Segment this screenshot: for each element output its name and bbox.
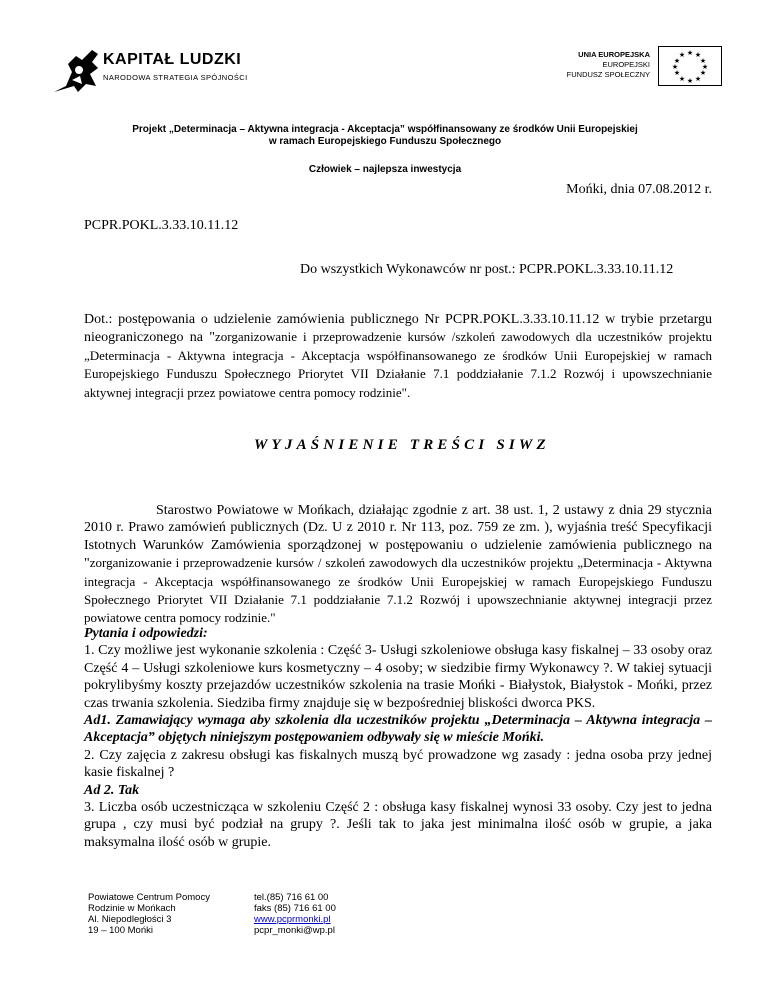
eu-flag-icon bbox=[658, 46, 722, 86]
svg-text:★: ★ bbox=[678, 75, 686, 83]
footer-tel: tel.(85) 716 61 00 bbox=[254, 892, 329, 903]
footer-email: pcpr_monki@wp.pl bbox=[254, 925, 335, 936]
question-3: 3. Liczba osób uczestnicząca w szkoleniu Część 2 : obsługa kasy fiskalnej wynosi 33 osoby. Czy jest to jedna grupa , czy musi być podział na grupy ?. Jeśli tak to jaka jest minimalna ilość osób w grupie, a jaka maksymalna ilość osób w grupie. bbox=[84, 800, 712, 850]
motto: Człowiek – najlepsza inwestycja bbox=[308, 164, 462, 175]
svg-text:★: ★ bbox=[671, 63, 679, 71]
subject-detail: zorganizowanie i przeprowadzenie kursów /szkoleń zawodowych dla uczestników projektu „Determinacja - Aktywna integracja - Akceptacja współfinansowanego ze środków Unii Europejskiej w ramach Europejskiego Funduszu Społecznego Priorytet VII Działanie 7.1 poddziałanie 7.1.2 Rozwój i upowszechnianie aktywnej integracji przez powiatowe centra pomocy rodzinie". bbox=[84, 329, 712, 400]
footer-contact bbox=[254, 892, 336, 936]
eu-line1: UNIA EUROPEJSKA bbox=[578, 50, 650, 59]
eu-line3: FUNDUSZ SPOŁECZNY bbox=[566, 70, 650, 79]
answer-1: Ad1. Zamawiający wymaga aby szkolenia dla uczestników projektu „Determinacja – Aktywna integracja – Akceptacja” objętych niniejszym postępowaniem odbywały się w mieście Mońki. bbox=[84, 713, 712, 746]
answer-2: Ad 2. Tak bbox=[84, 782, 140, 798]
svg-text:★: ★ bbox=[694, 51, 702, 59]
qa-heading: Pytania i odpowiedzi: bbox=[84, 626, 208, 641]
document-heading: WYJAŚNIENIE TREŚCI SIWZ bbox=[254, 437, 550, 453]
footer-org-line4: 19 – 100 Mońki bbox=[88, 925, 153, 936]
svg-text:★: ★ bbox=[701, 63, 709, 71]
svg-text:★: ★ bbox=[686, 49, 694, 57]
document-date: Mońki, dnia 07.08.2012 r. bbox=[566, 182, 712, 197]
questions-answers bbox=[84, 625, 712, 851]
logo-title: KAPITAŁ LUDZKI bbox=[103, 51, 242, 68]
body-intro: Starostwo Powiatowe w Mońkach, działając zgodnie z art. 38 ust. 1, 2 ustawy z dnia 29 stycznia 2010 r. Prawo zamówień publicznych (Dz. U z 2010 r. Nr 113, poz. 759 ze zm. ), wyjaśnia treść Specyfikacji Istotnych Warunków Zamówienia sporządzonej w postępowaniu o udzielenie zamówienia publicznego na " bbox=[84, 503, 712, 572]
eu-line2: EUROPEJSKI bbox=[602, 60, 650, 69]
eu-logo-text bbox=[552, 50, 650, 80]
addressee: Do wszystkich Wykonawców nr post.: PCPR.POKL.3.33.10.11.12 bbox=[300, 262, 674, 277]
footer-fax: faks (85) 716 61 00 bbox=[254, 903, 336, 914]
question-1: 1. Czy możliwe jest wykonanie szkolenia : Część 3- Usługi szkoleniowe obsługa kasy fiskalnej – 33 osoby oraz Część 4 – Usługi szkoleniowe kurs kosmetyczny – 4 osoby; w siedzibie firmy Wykonawcy ?. W takiej sytuacji pokrylibyśmy koszty przejazdów uczestników szkolenia na trasie Mońki - Białystok, Białystok - Mońki, przez czas trwania szkolenia. Siedziba firmy znajduje się w bezpośredniej bliskości dworca PKS. bbox=[84, 643, 712, 711]
svg-text:★: ★ bbox=[694, 75, 702, 83]
svg-text:★: ★ bbox=[673, 57, 681, 65]
project-line1: Projekt „Determinacja – Aktywna integracja - Akceptacja” współfinansowany ze środków Unii Europejskiej bbox=[132, 124, 638, 135]
footer-address bbox=[88, 892, 210, 936]
subject-intro: Dot.: postępowania o udzielenie zamówienia publicznego Nr PCPR.POKL.3.33.10.11.12 w trybie przetargu nieograniczonego na " bbox=[84, 312, 712, 346]
reference-number: PCPR.POKL.3.33.10.11.12 bbox=[84, 218, 239, 233]
svg-text:★: ★ bbox=[699, 69, 707, 77]
body-paragraph bbox=[84, 502, 712, 628]
logo-subtitle: NARODOWA STRATEGIA SPÓJNOŚCI bbox=[103, 73, 248, 82]
svg-text:★: ★ bbox=[678, 51, 686, 59]
footer-org-line3: Al. Niepodległości 3 bbox=[88, 914, 172, 925]
svg-text:★: ★ bbox=[699, 57, 707, 65]
footer-website-link[interactable]: www.pcprmonki.pl bbox=[254, 914, 331, 925]
project-info bbox=[90, 124, 680, 148]
svg-text:★: ★ bbox=[673, 69, 681, 77]
body-detail: zorganizowanie i przeprowadzenie kursów / szkoleń zawodowych dla uczestników projektu „Determinacja - Aktywna integracja - Akceptacja współfinansowanego ze środków Unii Europejskiej w ramach Europejskiego Funduszu Społecznego Priorytet VII Działanie 7.1 poddziałanie 7.1.2 Rozwój i upowszechnianie aktywnej integracji przez powiatowe centra pomocy rodzinie." bbox=[84, 555, 712, 626]
footer-org-line2: Rodzinie w Mońkach bbox=[88, 903, 176, 914]
project-line2: w ramach Europejskiego Funduszu Społecznego bbox=[268, 136, 502, 147]
svg-text:★: ★ bbox=[686, 77, 694, 85]
footer-org-line1: Powiatowe Centrum Pomocy bbox=[88, 892, 210, 903]
subject-paragraph bbox=[84, 311, 712, 402]
question-2: 2. Czy zajęcia z zakresu obsługi kas fiskalnych muszą być prowadzone wg zasady : jedna osoba przy jednej kasie fiskalnej ? bbox=[84, 747, 712, 781]
